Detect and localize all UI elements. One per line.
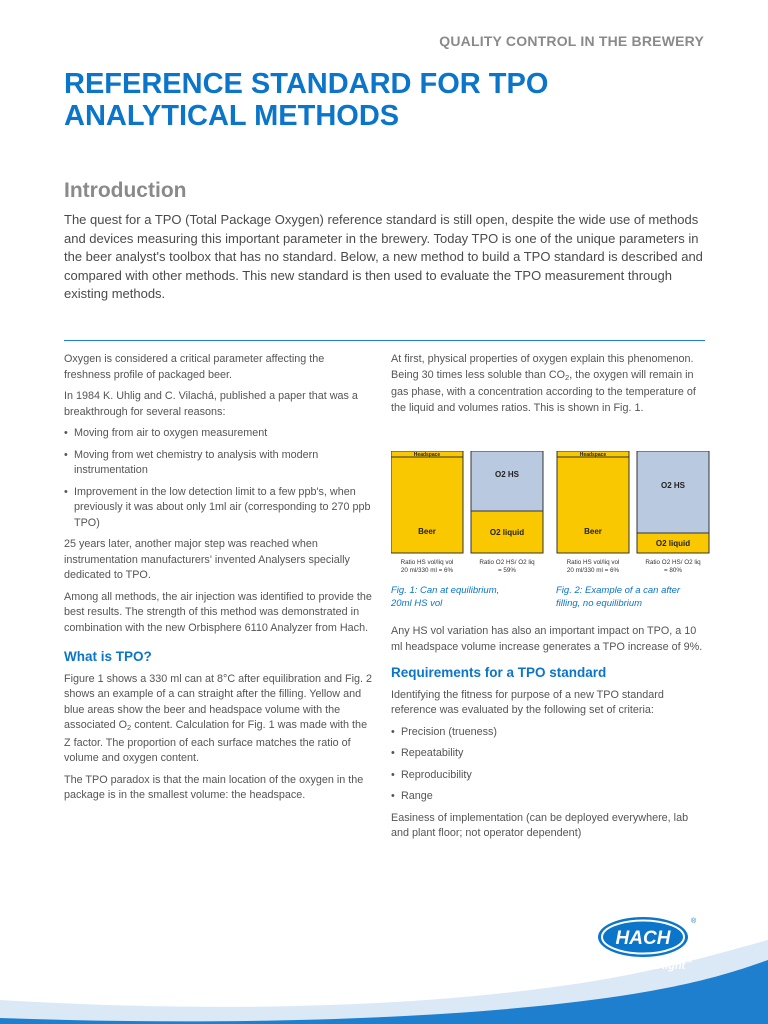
fig2-ratio-o2-line1: Ratio O2 HS/ O2 liq: [645, 559, 701, 566]
list-item: • Moving from wet chemistry to analysis with modern instrumentation: [64, 448, 374, 479]
fig1-ratio-vol-line1: Ratio HS vol/liq vol: [400, 559, 454, 566]
list-item: • Reproducibility: [391, 768, 707, 784]
paragraph-25-years: 25 years later, another major step was reached when instrumentation manufacturers' invented Analysers specially dedicated to TPO.: [64, 538, 350, 581]
right-column-top: [391, 352, 707, 422]
tagline-tm: ™: [685, 960, 693, 967]
text-span: , the oxygen will remain in gas phase, with a concentration according to the temperature of the liquid and volumes ratios. This is shown in Fig. 1.: [391, 368, 696, 414]
figure-1: [391, 451, 543, 574]
left-column: [64, 352, 374, 810]
fig1-ratio-o2-line1: Ratio O2 HS/ O2 liq: [479, 559, 535, 566]
fig2-beer-label: Beer: [584, 527, 602, 536]
figure-2-caption: [556, 584, 680, 610]
paragraph-uhlig-vilacha: In 1984 K. Uhlig and C. Vilachá, published a paper that was a breakthrough for several reasons:: [64, 390, 358, 418]
subscript: 2: [127, 723, 132, 732]
section-divider: [64, 340, 705, 341]
fig1-headspace-label: Headspace: [413, 452, 441, 458]
tagline-text: Be Right: [640, 960, 686, 972]
list-item: • Repeatability: [391, 746, 707, 762]
caption-line: filling, no equilibrium: [556, 598, 643, 609]
figures-svg: [391, 451, 711, 576]
fig1-beer-label: Beer: [418, 527, 436, 536]
requirements-heading: Requirements for a TPO standard: [391, 665, 607, 680]
list-item: • Precision (trueness): [391, 725, 707, 741]
fig2-ratio-vol-line1: Ratio HS vol/liq vol: [566, 559, 620, 566]
fig1-o2-hs-label: O2 HS: [494, 470, 520, 479]
hach-logo-mark: [596, 914, 696, 964]
list-item: • Range: [391, 789, 707, 805]
text-span: content. Calculation for Fig. 1 was made with the Z factor. The proportion of each surface matches the ratio of volume and oxygen content.: [64, 719, 368, 764]
caption-line: Fig. 2: Example of a can after: [556, 585, 681, 596]
brand-tagline: [640, 960, 692, 972]
paragraph-tpo-paradox: The TPO paradox is that the main location of the oxygen in the package is in the smallest volume: the headspace.: [64, 773, 364, 801]
caption-line: Fig. 1: Can at equilibrium,: [391, 585, 500, 596]
fig1-beer-volume: [391, 451, 463, 553]
breakthrough-list: [64, 426, 374, 531]
fig2-o2-liquid-label: O2 liquid: [655, 539, 691, 548]
paragraph-physical-properties: [391, 352, 707, 416]
fig1-ratio-o2-line2: = 59%: [497, 567, 517, 574]
paragraph-figure-description: [64, 672, 374, 767]
paragraph-hs-variation: Any HS vol variation has also an important impact on TPO, a 10 ml headspace volume increase generates a TPO increase of 9%.: [391, 625, 703, 653]
list-item: • Moving from air to oxygen measurement: [64, 426, 374, 442]
header-kicker: QUALITY CONTROL IN THE BREWERY: [439, 33, 704, 49]
figure-1-caption: [391, 584, 499, 610]
page-title-line-2: ANALYTICAL METHODS: [64, 100, 400, 132]
paragraph-easiness: Easiness of implementation (can be deployed everywhere, lab and plant floor; not operator dependent): [391, 811, 689, 839]
what-is-tpo-heading: What is TPO?: [64, 649, 152, 664]
paragraph-fitness: Identifying the fitness for purpose of a new TPO standard reference was evaluated by the following set of criteria:: [391, 688, 664, 716]
logo-text: HACH: [615, 928, 671, 949]
subscript: 2: [565, 372, 570, 382]
fig1-o2-liquid-label: O2 liquid: [489, 528, 525, 537]
right-column-bottom: [391, 624, 707, 848]
page-title-line-1: REFERENCE STANDARD FOR TPO: [64, 68, 549, 100]
paragraph-air-injection: Among all methods, the air injection was identified to provide the best results. The strength of this method was demonstrated in combination with the new Orbisphere 6110 Analyzer from Hach.: [64, 590, 372, 634]
fig2-beer-volume: [557, 451, 629, 553]
figure-2: [557, 451, 709, 574]
text-span: At first, physical properties of oxygen explain this phenomenon. Being 30 times less soluble than CO: [391, 353, 694, 381]
criteria-list: [391, 725, 707, 805]
list-item: • Improvement in the low detection limit to a few ppb's, when previously it was about only 1ml air (corresponding to 270 ppb TPO): [64, 485, 374, 532]
paragraph-oxygen-critical: Oxygen is considered a critical parameter affecting the freshness profile of packaged beer.: [64, 353, 325, 381]
fig2-o2-hs-label: O2 HS: [660, 481, 686, 490]
logo-registered: ®: [691, 918, 696, 925]
text-span: Figure 1 shows a 330 ml can at 8°C after equilibration and Fig. 2 shows an example of a can straight after the filling. Yellow and blue areas show the beer and headspace volume with the associated O: [64, 672, 372, 731]
page-title: [64, 68, 684, 132]
introduction-heading: Introduction: [64, 179, 187, 202]
hach-logo: [596, 914, 696, 984]
fig1-ratio-vol-line2: 20 ml/330 ml = 6%: [400, 567, 454, 574]
fig2-ratio-o2-line2: = 80%: [663, 567, 683, 574]
fig2-ratio-vol-line2: 20 ml/330 ml = 6%: [566, 567, 620, 574]
fig2-headspace-label: Headspace: [579, 452, 607, 458]
introduction-paragraph: The quest for a TPO (Total Package Oxygen) reference standard is still open, despite the wide use of methods and devices measuring this important parameter in the brewery. Today TPO is one of the unique parameters in the beer analyst's toolbox that has no standard. Below, a new method to build a TPO standard is described and compared with other methods. This new standard is then used to evaluate the TPO measurement through existing methods.: [64, 212, 703, 301]
caption-line: 20ml HS vol: [391, 598, 443, 609]
